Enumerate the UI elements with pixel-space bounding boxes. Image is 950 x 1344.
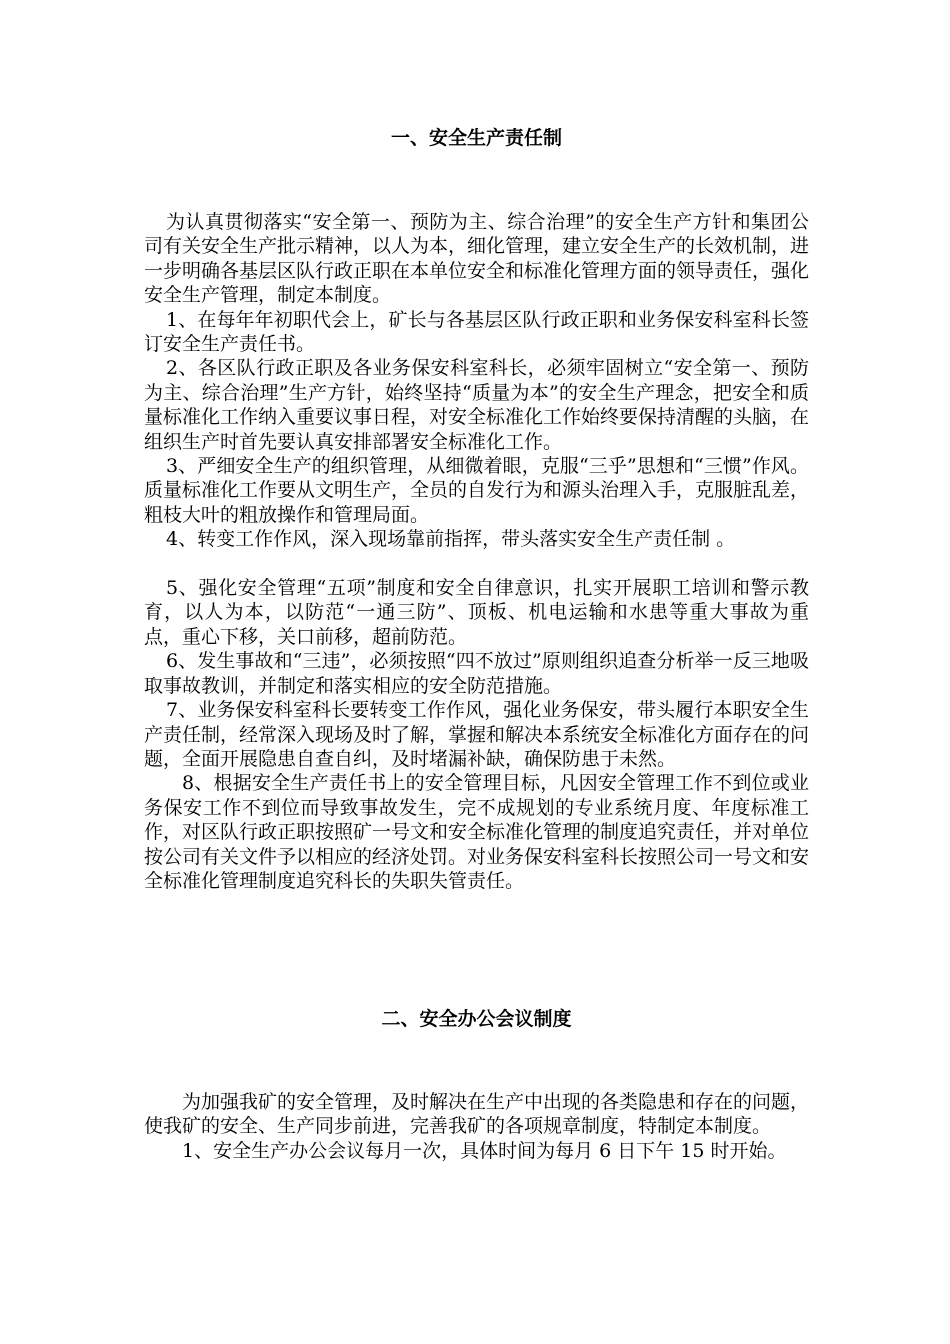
section-1-item-8: 8、根据安全生产责任书上的安全管理目标，凡因安全管理工作不到位或业务保安工作不到位而导致事故发生，完不成规划的专业系统月度、年度标准工作，对区队行政正职按照矿一号文和安全标准化管理的制度追究责任，并对单位按公司有关文件予以相应的经济处罚。对业务保安科室科长按照公司一号文和安全标准化管理制度追究科长的失职失管责任。 [144, 772, 810, 892]
section-2-item-1: 1、安全生产办公会议每月一次，具体时间为每月 6 日下午 15 时开始。 [182, 1139, 787, 1162]
section-2-title: 二、安全办公会议制度 [381, 1008, 572, 1030]
blank-line [144, 552, 809, 576]
section-1-item-4: 4、转变工作作风，深入现场靠前指挥，带头落实安全生产责任制 。 [166, 528, 736, 551]
section-1-item-6: 6、发生事故和“三违”，必须按照“四不放过”原则组织追查分析举一反三地吸取事故教训，并制定和落实相应的安全防范措施。 [144, 650, 809, 697]
section-1-intro: 为认真贯彻落实“安全第一、预防为主、综合治理”的安全生产方针和集团公司有关安全生产批示精神，以人为本，细化管理，建立安全生产的长效机制，进一步明确各基层区队行政正职在本单位安全和标准化管理方面的领导责任，强化安全生产管理，制定本制度。 [144, 211, 810, 307]
section-1-body [144, 210, 809, 893]
section-1-item-1: 1、在每年年初职代会上，矿长与各基层区队行政正职和业务保安科室科长签订安全生产责任书。 [144, 308, 809, 356]
section-1-item-7: 7、业务保安科室科长要转变工作作风，强化业务保安，带头履行本职安全生产责任制，经常深入现场及时了解，掌握和解决本系统安全标准化方面存在的问题，全面开展隐患自查自纠，及时堵漏补缺，确保防患于未然。 [144, 699, 810, 770]
section-2-intro: 为加强我矿的安全管理，及时解决在生产中出现的各类隐患和存在的问题，使我矿的安全、生产同步前进，完善我矿的各项规章制度，特制定本制度。 [144, 1091, 810, 1138]
section-2-body [144, 1090, 809, 1163]
section-1-title: 一、安全生产责任制 [390, 127, 562, 149]
section-1-item-2: 2、各区队行政正职及各业务保安科室科长，必须牢固树立“安全第一、预防为主、综合治理”生产方针，始终坚持“质量为本”的安全生产理念，把安全和质量标准化工作纳入重要议事日程，对安全标准化工作始终要保持清醒的头脑，在组织生产时首先要认真安排部署安全标准化工作。 [144, 357, 810, 453]
section-1-item-5: 5、强化安全管理“五项”制度和安全自律意识，扎实开展职工培训和警示教育，以人为本，以防范“一通三防”、顶板、机电运输和水患等重大事故为重点，重心下移，关口前移，超前防范。 [144, 577, 809, 648]
section-1-item-3: 3、严细安全生产的组织管理，从细微着眼，克服“三乎”思想和“三惯”作风。质量标准化工作要从文明生产，全员的自发行为和源头治理入手，克服脏乱差，粗枝大叶的粗放操作和管理局面。 [144, 455, 810, 526]
